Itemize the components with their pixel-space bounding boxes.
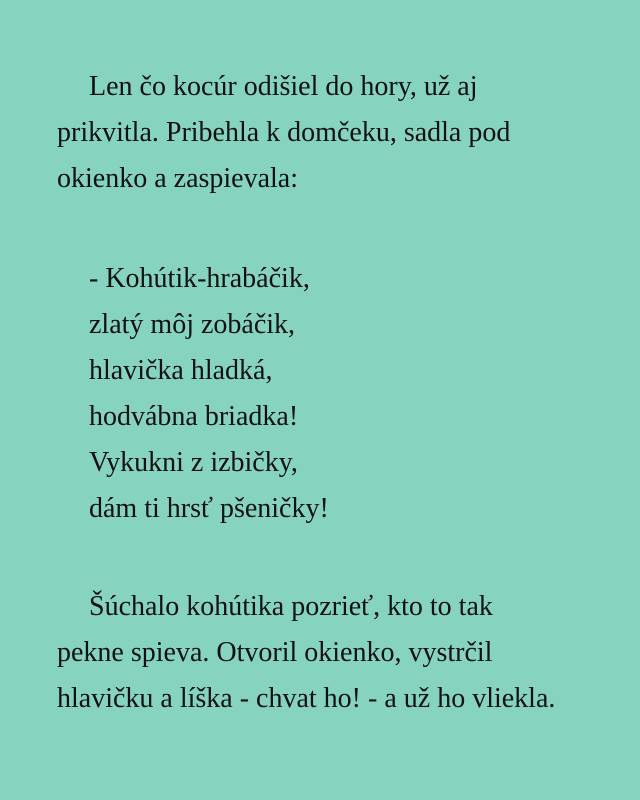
text-line: Šúchalo kohútika pozrieť, kto to tak [89, 591, 493, 622]
text-line: prikvitla. Pribehla k domčeku, sadla pod [57, 117, 511, 148]
paragraph-ending [57, 584, 617, 722]
text-line: hlavičku a líška - chvat ho! - a už ho vliekla. [57, 683, 556, 714]
verse-line: - Kohútik-hrabáčik, [89, 263, 310, 294]
verse-line: hodvábna briadka! [89, 401, 299, 432]
verse-line: hlavička hladká, [89, 355, 273, 386]
text-line: pekne spieva. Otvoril okienko, vystrčil [57, 637, 493, 668]
verse-line: zlatý môj zobáčik, [89, 309, 296, 340]
song-verse [89, 256, 609, 532]
verse-line: dám ti hrsť pšeničky! [89, 493, 329, 524]
paragraph-intro [57, 64, 617, 202]
text-line: okienko a zaspievala: [57, 163, 299, 194]
verse-line: Vykukni z izbičky, [89, 447, 298, 478]
text-line: Len čo kocúr odišiel do hory, už aj [89, 71, 478, 102]
